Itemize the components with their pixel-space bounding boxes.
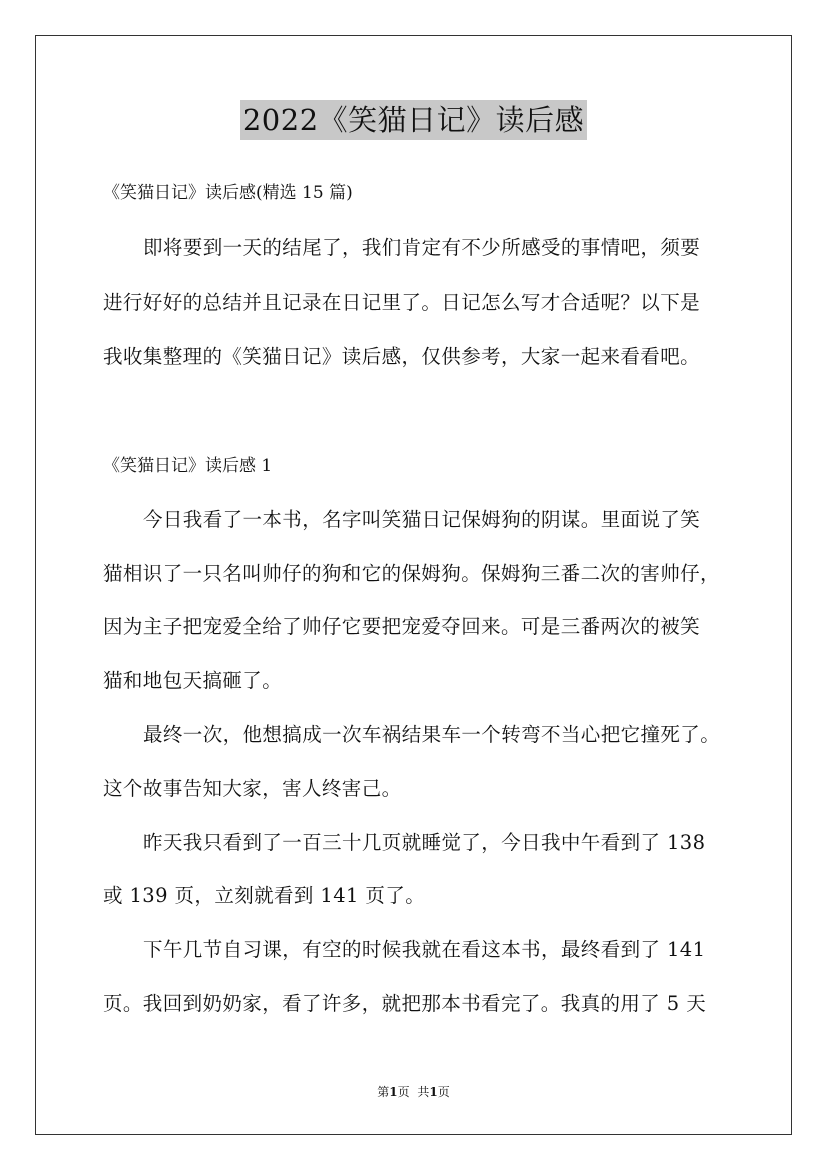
paragraph-line: 页。我回到奶奶家，看了许多，就把那本书看完了。我真的用了 5 天	[103, 992, 707, 1015]
paragraph-line: 猫相识了一只名叫帅仔的狗和它的保姆狗。保姆狗三番二次的害帅仔，	[103, 562, 720, 585]
paragraph-line: 下午几节自习课，有空的时候我就在看这本书，最终看到了 141	[143, 938, 706, 961]
paragraph-line: 昨天我只看到了一百三十几页就睡觉了，今日我中午看到了 138	[143, 831, 706, 854]
title-container	[0, 100, 827, 140]
paragraph-line: 或 139 页，立刻就看到 141 页了。	[103, 884, 426, 907]
paragraph-line: 今日我看了一本书，名字叫笑猫日记保姆狗的阴谋。里面说了笑	[143, 508, 701, 531]
paragraph-line: 最终一次，他想搞成一次车祸结果车一个转弯不当心把它撞死了。	[143, 723, 721, 746]
intro-line: 即将要到一天的结尾了，我们肯定有不少所感受的事情吧，须要	[143, 236, 701, 259]
paragraph-line: 这个故事告知大家，害人终害己。	[103, 777, 402, 800]
footer-page-suffix: 页	[397, 1085, 410, 1099]
intro-line: 我收集整理的《笑猫日记》读后感，仅供参考，大家一起来看看吧。	[103, 345, 701, 368]
document-subtitle: 《笑猫日记》读后感(精选 15 篇)	[103, 183, 353, 203]
page-footer	[0, 1082, 827, 1102]
footer-total-suffix: 页	[437, 1085, 450, 1099]
document-title: 2022《笑猫日记》读后感	[240, 100, 587, 140]
footer-page-prefix: 第	[377, 1085, 390, 1099]
section-heading: 《笑猫日记》读后感 1	[103, 456, 273, 476]
footer-page-number: 1	[389, 1085, 398, 1099]
intro-line: 进行好好的总结并且记录在日记里了。日记怎么写才合适呢？以下是	[103, 291, 701, 314]
footer-total-number: 1	[429, 1085, 438, 1099]
paragraph-line: 猫和地包天搞砸了。	[103, 669, 283, 692]
paragraph-line: 因为主子把宠爱全给了帅仔它要把宠爱夺回来。可是三番两次的被笑	[103, 615, 701, 638]
footer-total-prefix: 共	[417, 1085, 430, 1099]
